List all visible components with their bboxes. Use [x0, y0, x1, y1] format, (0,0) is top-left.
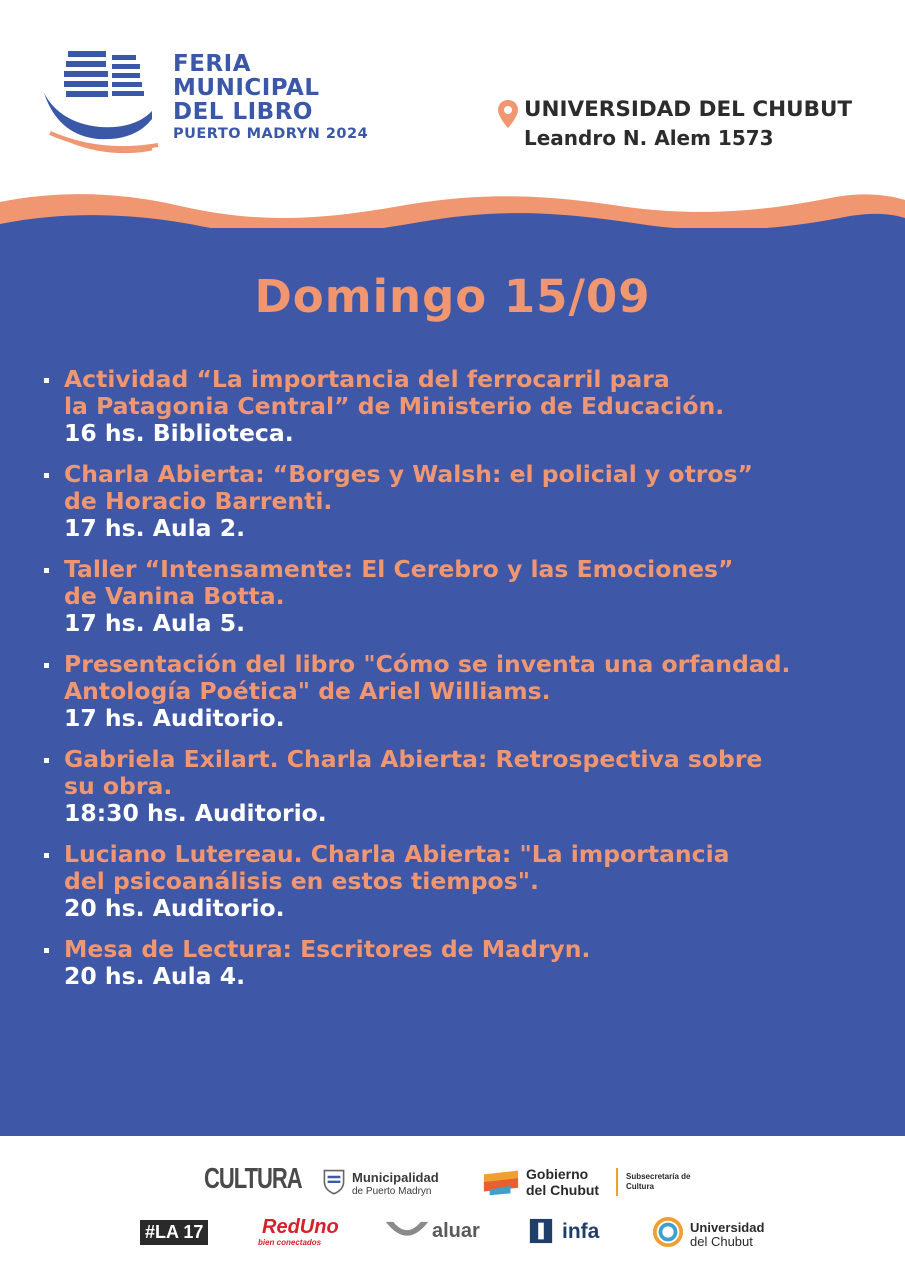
- bullet-icon: [44, 853, 49, 858]
- gobierno-chubut-logo: Gobierno: [526, 1166, 589, 1182]
- bullet-icon: [44, 473, 49, 478]
- fair-logo-text: [173, 52, 368, 144]
- bullet-icon: [44, 758, 49, 763]
- cultura-logo: CULTURA: [204, 1162, 302, 1195]
- bullet-icon: [44, 948, 49, 953]
- universidad-chubut-logo-sub: del Chubut: [690, 1234, 753, 1249]
- logo-line-municipal: MUNICIPAL: [173, 75, 320, 101]
- event-time: 17 hs. Aula 5.: [64, 609, 246, 637]
- municipalidad-shield-icon: [322, 1166, 346, 1196]
- event-time: 16 hs. Biblioteca.: [64, 419, 294, 447]
- logo-divider: [616, 1168, 618, 1196]
- sponsor-footer: [0, 1136, 905, 1280]
- infa-logo: infa: [562, 1220, 600, 1243]
- red-uno-logo-sub: bien conectados: [258, 1238, 322, 1247]
- book-ship-logo-icon: [40, 45, 165, 155]
- location-pin-icon: [497, 99, 519, 129]
- list-item: [44, 746, 884, 827]
- list-item: [44, 651, 884, 732]
- event-time: 17 hs. Auditorio.: [64, 704, 285, 732]
- bullet-icon: [44, 663, 49, 668]
- red-uno-logo: RedUno: [262, 1216, 339, 1238]
- list-item: [44, 556, 884, 637]
- list-item: [44, 461, 884, 542]
- municipalidad-logo-sub: de Puerto Madryn: [352, 1186, 432, 1197]
- gobierno-chubut-logo-sub: del Chubut: [526, 1182, 600, 1198]
- universidad-chubut-logo: Universidad: [690, 1220, 765, 1235]
- event-time: 17 hs. Aula 2.: [64, 514, 246, 542]
- subsecretaria-cultura-text: Subsecretaría de: [626, 1172, 691, 1181]
- la17-logo: #LA 17: [140, 1220, 208, 1245]
- event-title: Actividad “La importancia del ferrocarril para la Patagonia Central” de Ministerio de Educación.: [64, 365, 725, 420]
- logo-line-del-libro: DEL LIBRO: [173, 99, 313, 125]
- list-item: [44, 841, 884, 922]
- list-item: [44, 936, 884, 990]
- infa-emblem-icon: [528, 1216, 554, 1246]
- event-list: [44, 366, 884, 1004]
- event-time: 20 hs. Aula 4.: [64, 962, 246, 990]
- event-title: Luciano Lutereau. Charla Abierta: "La importancia del psicoanálisis en estos tiempos".: [64, 840, 730, 895]
- event-title: Presentación del libro "Cómo se inventa una orfandad. Antología Poética" de Ariel Williams.: [64, 650, 791, 705]
- bullet-icon: [44, 568, 49, 573]
- event-title: Mesa de Lectura: Escritores de Madryn.: [64, 935, 591, 963]
- gobierno-chubut-flag-icon: [482, 1168, 520, 1196]
- municipalidad-logo: Municipalidad: [352, 1170, 439, 1185]
- aluar-logo: aluar: [432, 1220, 480, 1242]
- list-item: [44, 366, 884, 447]
- subsecretaria-cultura-text-sub: Cultura: [626, 1182, 654, 1191]
- event-time: 20 hs. Auditorio.: [64, 894, 285, 922]
- logo-line-feria: FERIA: [173, 51, 251, 77]
- day-title: Domingo 15/09: [254, 270, 651, 323]
- event-title: Taller “Intensamente: El Cerebro y las Emociones” de Vanina Botta.: [64, 555, 734, 610]
- event-title: Gabriela Exilart. Charla Abierta: Retrospectiva sobre su obra.: [64, 745, 763, 800]
- venue-name: UNIVERSIDAD DEL CHUBUT: [524, 97, 853, 122]
- logo-line-puerto-madryn: PUERTO MADRYN 2024: [173, 126, 369, 142]
- bullet-icon: [44, 378, 49, 383]
- event-time: 18:30 hs. Auditorio.: [64, 799, 327, 827]
- aluar-swoosh-icon: [384, 1218, 430, 1246]
- event-title: Charla Abierta: “Borges y Walsh: el policial y otros” de Horacio Barrenti.: [64, 460, 753, 515]
- universidad-chubut-emblem-icon: [652, 1216, 684, 1248]
- venue-address: Leandro N. Alem 1573: [524, 126, 774, 150]
